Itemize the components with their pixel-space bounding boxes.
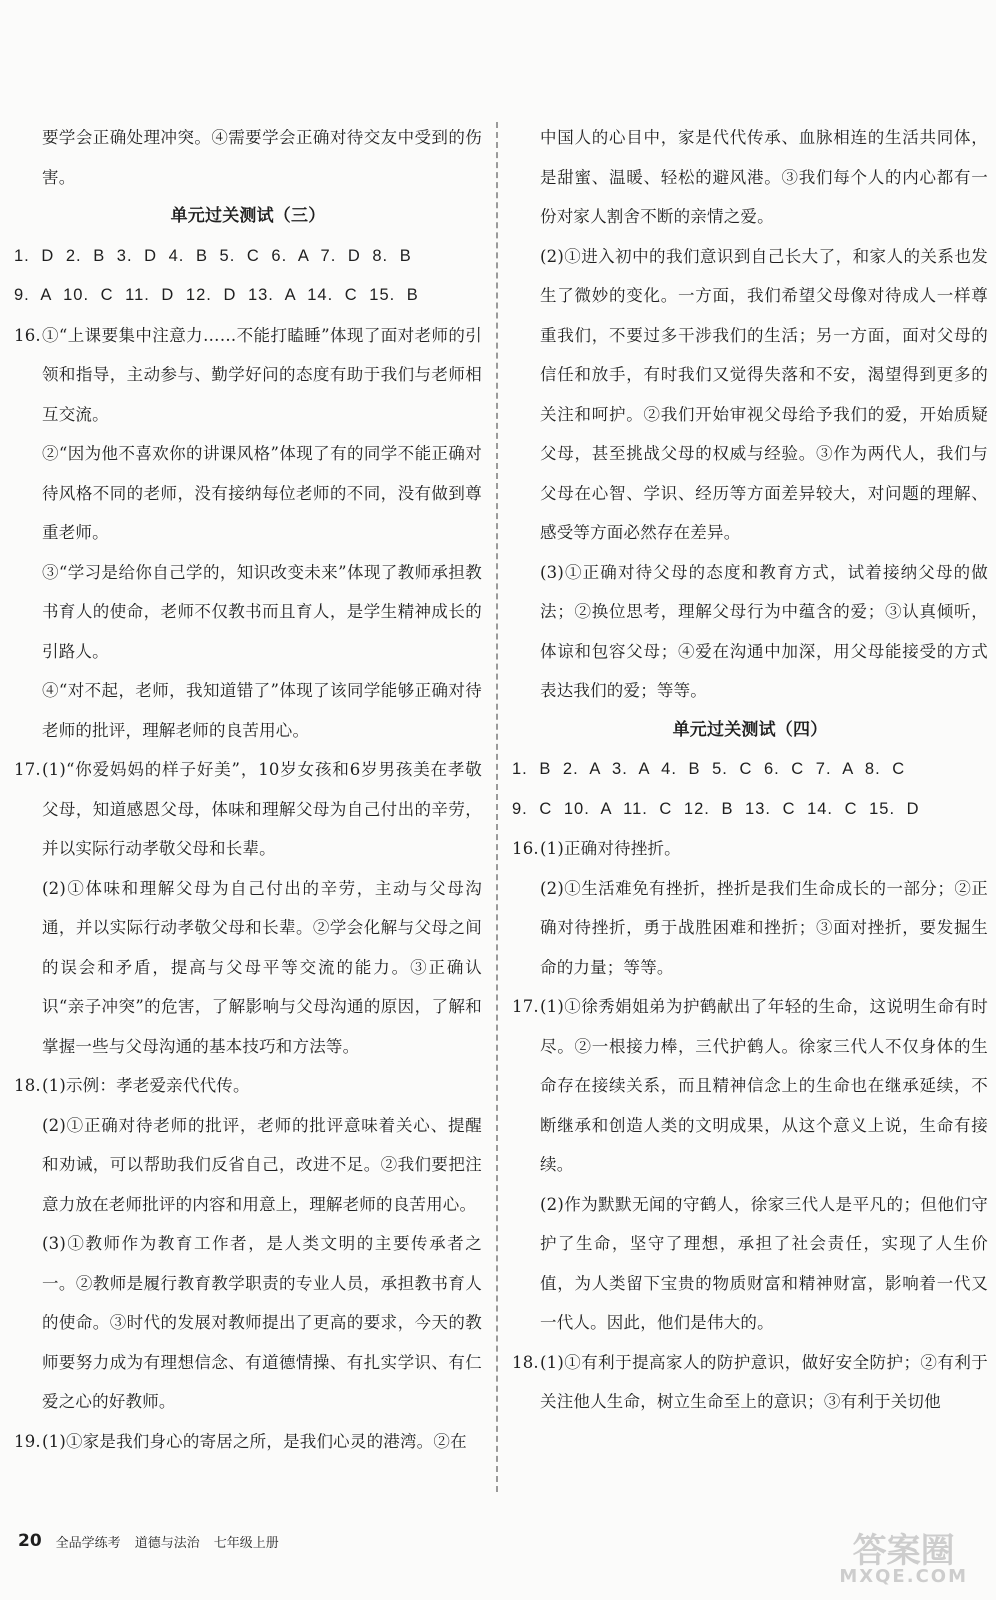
question-18 [512,1343,988,1422]
question-answer-text: (1)①徐秀娟姐弟为护鹤献出了年轻的生命，这说明生命有时尽。②一根接力棒，三代护鹤人。徐家三代人不仅身体的生命存在接续关系，而且精神信念上的生命也在继承延续，不断继承和创造人类的文明成果，从这个意义上说，生命有接续。 [540,997,988,1174]
choice-answers-row: 9. C 10. A 11. C 12. B 13. C 14. C 15. D [512,799,920,818]
answer-paragraph: (3)①正确对待父母的态度和教育方式，试着接纳父母的做法；②换位思考，理解父母行为中蕴含的爱；③认真倾听，体谅和包容父母；④爱在沟通中加深，用父母能接受的方式表达我们的爱；等等。 [540,562,988,700]
choice-answers-row: 1. B 2. A 3. A 4. B 5. C 6. C 7. A 8. C [512,760,906,778]
section-heading: 单元过关测试（三） [170,206,326,226]
answer-paragraph: 中国人的心目中，家是代代传承、血脉相连的生活共同体，是甜蜜、温暖、轻松的避风港。③我们每个人的内心都有一份对家人割舍不断的亲情之爱。 [540,128,988,226]
page-number: 20 [18,1531,42,1551]
choice-answers-row: 1. D 2. B 3. D 4. B 5. C 6. A 7. D 8. B [14,246,412,265]
question-number: 16. [512,839,539,858]
question-answer-text: (1)正确对待挫折。 [540,839,681,858]
column-divider [496,122,498,1492]
answer-paragraph: (2)①生活难免有挫折，挫折是我们生命成长的一部分；②正确对待挫折，勇于战胜困难和挫折；③面对挫折，要发掘生命的力量；等等。 [540,878,988,977]
page-footer [18,1531,279,1551]
watermark-line1: 答案圈 [852,1531,955,1571]
question-number: 16. [14,325,41,345]
question-16 [512,829,988,869]
question-19 [14,1422,482,1462]
question-number: 17. [512,997,539,1016]
answer-paragraph: (2)①正确对待老师的批评，老师的批评意味着关心、提醒和劝诫，可以帮助我们反省自己，改进不足。②我们要把注意力放在老师批评的内容和用意上，理解老师的良苦用心。 [42,1115,482,1214]
question-number: 18. [14,1076,41,1095]
question-answer-text: (1)①有利于提高家人的防护意识，做好安全防护；②有利于关注他人生命，树立生命至上的意识；③有利于关切他 [540,1352,988,1411]
answer-paragraph: (2)①进入初中的我们意识到自己长大了，和家人的关系也发生了微妙的变化。一方面，我们希望父母像对待成人一样尊重我们，不要过多干涉我们的生活；另一方面，面对父母的信任和放手，有时我们又觉得失落和不安，渴望得到更多的关注和呵护。②我们开始审视父母给予我们的爱，开始质疑父母，甚至挑战父母的权威与经验。③作为两代人，我们与父母在心智、学识、经历等方面差异较大，对问题的理解、感受等方面必然存在差异。 [540,246,988,542]
question-18 [14,1066,482,1106]
question-answer-text: ①“上课要集中注意力……不能打瞌睡”体现了面对老师的引领和指导，主动参与、勤学好问的态度有助于我们与老师相互交流。 [42,325,482,424]
answer-paragraph: 要学会正确处理冲突。④需要学会正确对待交友中受到的伤害。 [42,128,482,187]
question-16 [14,316,482,435]
answer-paragraph: (2)①体味和理解父母为自己付出的辛劳，主动与父母沟通，并以实际行动孝敬父母和长辈。②学会化解与父母之间的误会和矛盾，提高与父母平等交流的能力。③正确认识“亲子冲突”的危害，了解影响与父母沟通的原因，了解和掌握一些与父母沟通的基本技巧和方法等。 [42,878,482,1056]
right-column [512,118,988,1422]
grade-name: 七年级上册 [213,1535,279,1551]
section-heading: 单元过关测试（四） [672,719,828,740]
question-number: 18. [512,1352,539,1372]
answer-paragraph: (2)作为默默无闻的守鹤人，徐家三代人是平凡的；但他们守护了生命，坚守了理想，承担了社会责任，实现了人生价值，为人类留下宝贵的物质财富和精神财富，影响着一代又一代人。因此，他们是伟大的。 [540,1194,988,1332]
answer-paragraph: ④“对不起，老师，我知道错了”体现了该同学能够正确对待老师的批评，理解老师的良苦用心。 [42,681,482,740]
question-number: 17. [14,760,41,779]
answer-paragraph: ③“学习是给你自己学的，知识改变未来”体现了教师承担教书育人的使命，老师不仅教书而且育人，是学生精神成长的引路人。 [42,562,482,661]
choice-answers-row: 9. A 10. C 11. D 12. D 13. A 14. C 15. B [14,286,419,304]
answer-paragraph: (3)①教师作为教育工作者，是人类文明的主要传承者之一。②教师是履行教育教学职责的专业人员，承担教书育人的使命。③时代的发展对教师提出了更高的要求，今天的教师要努力成为有理想信念、有道德情操、有扎实学识、有仁爱之心的好教师。 [42,1234,482,1411]
answer-paragraph: ②“因为他不喜欢你的讲课风格”体现了有的同学不能正确对待风格不同的老师，没有接纳每位老师的不同，没有做到尊重老师。 [42,444,482,542]
watermark-line2: MXQE.COM [839,1566,968,1587]
left-column [14,118,482,1461]
watermark-logo [839,1531,968,1587]
series-name: 全品学练考 [55,1535,121,1551]
question-answer-text: (1)①家是我们身心的寄居之所，是我们心灵的港湾。②在 [42,1431,467,1451]
question-17 [512,987,988,1185]
question-number: 19. [14,1431,41,1451]
question-answer-text: (1)示例：孝老爱亲代代传。 [42,1076,250,1095]
question-17 [14,750,482,869]
question-answer-text: (1)“你爱妈妈的样子好美”，10岁女孩和6岁男孩美在孝敬父母，知道感恩父母，体味和理解父母为自己付出的辛劳，并以实际行动孝敬父母和长辈。 [42,760,482,858]
subject-name: 道德与法治 [134,1535,200,1551]
